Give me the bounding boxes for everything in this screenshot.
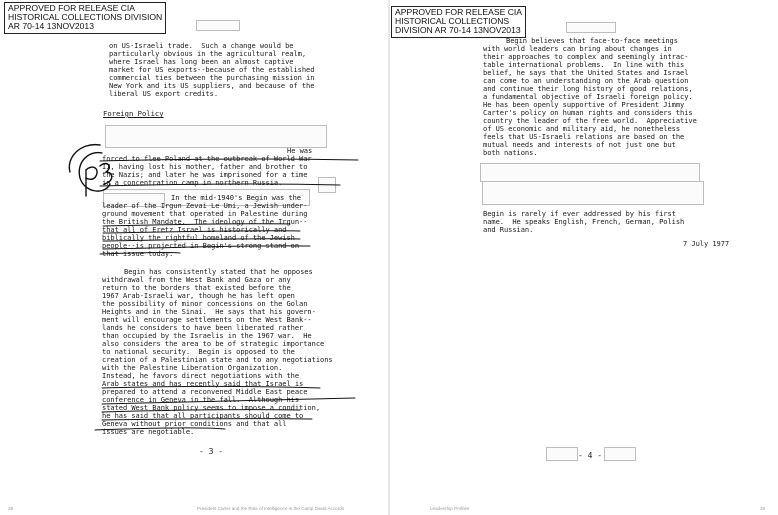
stamp-line: HISTORICAL COLLECTIONS: [395, 16, 510, 27]
text-line: on US-Israeli trade. Such a change would be: [109, 41, 294, 50]
footer-left-page-number: 28: [8, 506, 14, 511]
text-line: in a concentration camp in northern Russia.: [102, 178, 283, 187]
text-line: a fundamental objective of Israeli foreign policy.: [483, 92, 693, 101]
text-line: feels that US-Israeli relations are based on the: [483, 132, 685, 141]
document-date: 7 July 1977: [683, 239, 730, 248]
text-line: of US economic and military aid, he nonetheless: [483, 124, 681, 133]
text-line: can come to an understanding on the Arab question: [483, 76, 689, 85]
text-line: and Russian.: [483, 225, 534, 234]
text-line: mutual needs and interests of not just one but: [483, 140, 676, 149]
text-line: particularly obvious in the agricultural realm,: [109, 49, 307, 58]
text-line: both nations.: [483, 148, 538, 157]
text-line: conference in Geneva in the fall. Although his: [102, 395, 300, 404]
text-line: lands he considers to have been liberated rather: [102, 323, 304, 332]
redaction-box: [196, 20, 240, 31]
text-line: 1967 Arab-Israeli war, though he has left open: [102, 291, 295, 300]
text-line: ground movement that operated in Palestine during: [102, 209, 308, 218]
text-line: to national security. Begin is opposed to the: [102, 347, 295, 356]
text-line: Instead, he favors direct negotiations with the: [102, 371, 300, 380]
text-line: the Nazis; and later he was imprisoned for a time: [102, 170, 308, 179]
text-line: issues are negotiable.: [102, 427, 195, 436]
text-line: with the Palestine Liberation Organization.: [102, 363, 283, 372]
text-line: people--is projected in Begin's strong stand on: [102, 241, 300, 250]
text-line: leader of the Irgun Zevai Le Umi, a Jewish under-: [102, 201, 308, 210]
text-line: stated West Bank policy seems to impose a condition,: [102, 403, 321, 412]
release-stamp-left: [4, 2, 166, 34]
text-line: withdrawal from the West Bank and Gaza or any: [102, 275, 291, 284]
text-line: Begin believes that face-to-face meetings: [506, 36, 678, 45]
text-line: Heights and in the Sinai. He says that his govern-: [102, 307, 316, 316]
stamp-line: APPROVED FOR RELEASE CIA: [395, 7, 523, 17]
page-number: - 4 -: [578, 451, 603, 460]
text-line: country the leader of the free world. Appreciative: [483, 116, 697, 125]
text-line: with world leaders can bring about changes in: [483, 44, 672, 53]
text-line: the possibility of minor concessions on the Golan: [102, 299, 308, 308]
text-line: Begin is rarely if ever addressed by his first: [483, 209, 676, 218]
redaction-box: [318, 177, 336, 193]
footer-section-title: Leadership Profiles: [430, 506, 470, 511]
page-number: - 3 -: [199, 447, 224, 456]
left-document-page: [0, 0, 388, 503]
text-line: table international problems. In line with this: [483, 60, 685, 69]
text-line: Begin has consistently stated that he opposes: [124, 267, 313, 276]
text-line: market for US exports--because of the established: [109, 65, 315, 74]
text-line: Arab states and has recently said that Israel is: [102, 379, 304, 388]
text-line: the British Mandate. The ideology of the Irgun--: [102, 217, 308, 226]
text-line: than occupied by the Israelis in the 1967 war. He: [102, 331, 312, 340]
footer-book-title: President Carter and the Role of Intelligence in the Camp David Accords: [197, 506, 345, 511]
text-line: forced to flee Poland at the outbreak of World War: [102, 154, 312, 163]
stamp-line: AR 70-14 13NOV2013: [8, 21, 94, 32]
text-line: creation of a Palestinian state and to any negotiations: [102, 355, 333, 364]
text-line: name. He speaks English, French, German, Polish: [483, 217, 685, 226]
text-line: Geneva without prior conditions and that all: [102, 419, 287, 428]
text-line: He was: [287, 146, 313, 155]
text-line: also considers the area to be of strategic importance: [102, 339, 325, 348]
text-line: In the mid-1940's Begin was the: [171, 193, 301, 202]
footer-right-page-number: 29: [760, 506, 766, 511]
text-line: and continue their long history of good relations,: [483, 84, 693, 93]
redaction-box: [105, 125, 327, 148]
release-stamp-right: [391, 6, 526, 38]
text-line: ment will encourage settlements on the West Bank--: [102, 315, 312, 324]
text-line: biblically the rightful homeland of the Jewish: [102, 233, 295, 242]
text-line: liberal US export credits.: [109, 89, 219, 98]
redaction-box: [480, 163, 700, 182]
text-line: New York and its US suppliers, and because of the: [109, 81, 315, 90]
text-line: Carter's policy on human rights and considers this: [483, 108, 693, 117]
stamp-line: DIVISION AR 70-14 13NOV2013: [395, 25, 521, 36]
stamp-line: APPROVED FOR RELEASE CIA: [8, 3, 136, 13]
text-line: where Israel has long been an almost captive: [109, 57, 294, 66]
text-line: prepared to attend a reconvened Middle East peace: [102, 387, 308, 396]
redaction-box: [546, 447, 578, 461]
text-line: their approaches to complex and seemingly intrac-: [483, 52, 689, 61]
right-document-page: [390, 0, 778, 503]
text-line: commercial ties between the purchasing mission in: [109, 73, 315, 82]
text-line: that all of Eretz Israel is historically and: [102, 225, 287, 234]
text-line: that issue today.: [102, 249, 174, 258]
text-line: belief, he says that the United States and Israel: [483, 68, 689, 77]
section-heading: Foreign Policy: [103, 109, 164, 118]
text-line: He has been openly supportive of President Jimmy: [483, 100, 685, 109]
redaction-box: [566, 22, 616, 33]
text-line: he has said that all participants should come to: [102, 411, 304, 420]
redaction-box: [604, 447, 636, 461]
stamp-line: HISTORICAL COLLECTIONS DIVISION: [8, 12, 163, 23]
text-line: return to the borders that existed before the: [102, 283, 291, 292]
redaction-box: [482, 181, 704, 205]
text-line: II, having lost his mother, father and brother to: [102, 162, 308, 171]
